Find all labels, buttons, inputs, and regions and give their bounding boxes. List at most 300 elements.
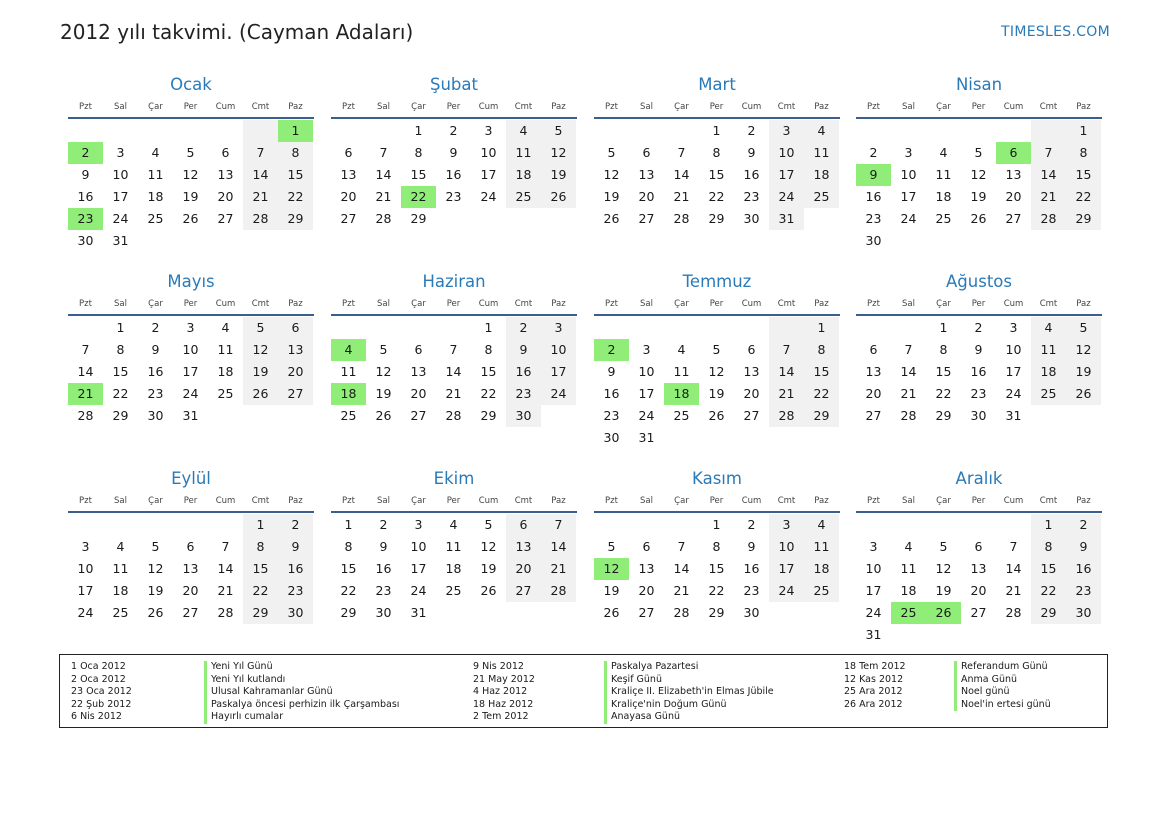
day-cell: 16 — [743, 167, 760, 182]
holiday-day: 9 — [856, 164, 891, 186]
day-cell: 25 — [445, 583, 462, 598]
day-cell: 4 — [939, 145, 948, 160]
day-cell: 26 — [541, 186, 576, 208]
day-cell: 6 — [414, 342, 423, 357]
day-cell: 18 — [804, 164, 839, 186]
day-cell: 21 — [375, 189, 392, 204]
day-cell: 7 — [541, 514, 576, 536]
day-cell: 8 — [1066, 142, 1101, 164]
legend-date: 18 Tem 2012 — [844, 661, 906, 672]
day-cell: 9 — [747, 145, 756, 160]
month-calendar — [856, 74, 1102, 252]
legend-date: 21 May 2012 — [473, 673, 535, 685]
day-grid — [68, 514, 314, 624]
day-cell: 29 — [804, 405, 839, 427]
day-cell: 21 — [541, 558, 576, 580]
holiday-day: 1 — [278, 120, 313, 142]
day-cell: 2 — [278, 514, 313, 536]
empty-cell — [103, 120, 138, 142]
empty-cell — [68, 514, 103, 536]
month-calendar — [594, 468, 840, 624]
day-cell: 30 — [865, 233, 882, 248]
weekday-header — [68, 293, 314, 315]
day-cell: 27 — [506, 580, 541, 602]
empty-cell — [804, 427, 839, 449]
day-cell: 21 — [1031, 186, 1066, 208]
weekday-label: Paz — [1076, 102, 1091, 112]
empty-cell — [996, 624, 1031, 646]
day-cell: 21 — [769, 383, 804, 405]
empty-cell — [996, 230, 1031, 252]
day-cell: 22 — [1031, 580, 1066, 602]
day-cell: 8 — [116, 342, 125, 357]
day-cell: 24 — [900, 211, 917, 226]
weekday-label: Sal — [640, 496, 653, 506]
month-calendar — [68, 468, 314, 624]
weekday-label: Çar — [411, 102, 426, 112]
weekday-label: Per — [971, 299, 986, 309]
day-cell: 4 — [151, 145, 160, 160]
day-cell: 12 — [603, 167, 620, 182]
empty-cell — [1031, 624, 1066, 646]
day-cell: 5 — [186, 145, 195, 160]
weekday-label: Cmt — [1039, 496, 1058, 506]
weekday-header — [856, 293, 1102, 315]
day-cell: 20 — [217, 189, 234, 204]
day-cell: 30 — [743, 605, 760, 620]
holiday-day: 2 — [594, 339, 629, 361]
month-calendar — [331, 271, 577, 427]
holiday-day: 4 — [331, 339, 366, 361]
day-cell: 3 — [769, 120, 804, 142]
day-cell: 13 — [410, 364, 427, 379]
day-cell: 12 — [541, 142, 576, 164]
day-cell: 14 — [243, 164, 278, 186]
empty-cell — [331, 317, 366, 339]
day-cell: 7 — [677, 539, 686, 554]
day-cell: 7 — [1009, 539, 1018, 554]
day-cell: 24 — [769, 186, 804, 208]
day-cell: 3 — [1009, 320, 1018, 335]
day-cell: 23 — [743, 583, 760, 598]
day-cell: 1 — [939, 320, 948, 335]
day-cell: 11 — [900, 561, 917, 576]
weekday-label: Pzt — [867, 102, 880, 112]
legend-holiday: Paskalya Pazartesi — [604, 661, 774, 674]
day-cell: 18 — [1031, 361, 1066, 383]
empty-cell — [208, 230, 243, 252]
day-cell: 28 — [375, 211, 392, 226]
day-cell: 2 — [974, 320, 983, 335]
weekday-label: Per — [709, 102, 724, 112]
day-cell: 31 — [769, 208, 804, 230]
day-cell: 10 — [480, 145, 497, 160]
day-cell: 11 — [935, 167, 952, 182]
weekday-label: Per — [709, 496, 724, 506]
weekday-label: Çar — [411, 496, 426, 506]
empty-cell — [173, 230, 208, 252]
weekday-label: Paz — [288, 496, 303, 506]
day-cell: 16 — [865, 189, 882, 204]
day-cell: 6 — [642, 145, 651, 160]
day-cell: 25 — [804, 580, 839, 602]
day-grid — [856, 120, 1102, 252]
day-cell: 7 — [243, 142, 278, 164]
day-cell: 10 — [638, 364, 655, 379]
weekday-label: Per — [183, 496, 198, 506]
weekday-label: Per — [183, 102, 198, 112]
empty-cell — [278, 230, 313, 252]
day-cell: 26 — [1066, 383, 1101, 405]
day-cell: 26 — [182, 211, 199, 226]
day-cell: 10 — [77, 561, 94, 576]
day-cell: 16 — [77, 189, 94, 204]
day-cell: 10 — [112, 167, 129, 182]
empty-cell — [541, 405, 576, 427]
legend-holiday: Hayırlı cumalar — [204, 711, 399, 724]
legend-date: 2 Oca 2012 — [71, 673, 126, 685]
month-name: Ocak — [170, 75, 212, 94]
weekday-label: Pzt — [605, 102, 618, 112]
day-cell: 3 — [642, 342, 651, 357]
day-cell: 28 — [673, 605, 690, 620]
day-cell: 24 — [865, 605, 882, 620]
month-calendar — [856, 271, 1102, 427]
day-cell: 2 — [747, 123, 756, 138]
legend-date: 2 Tem 2012 — [473, 711, 529, 722]
weekday-label: Pzt — [79, 299, 92, 309]
day-cell: 1 — [712, 517, 721, 532]
day-cell: 19 — [243, 361, 278, 383]
day-cell: 12 — [935, 561, 952, 576]
day-cell: 27 — [340, 211, 357, 226]
day-cell: 20 — [506, 558, 541, 580]
holiday-day: 2 — [68, 142, 103, 164]
day-cell: 8 — [712, 539, 721, 554]
empty-cell — [629, 120, 664, 142]
empty-cell — [1066, 230, 1101, 252]
day-cell: 20 — [340, 189, 357, 204]
month-calendar — [594, 74, 840, 230]
month-calendar — [68, 271, 314, 427]
day-cell: 5 — [607, 145, 616, 160]
day-cell: 4 — [677, 342, 686, 357]
empty-cell — [891, 120, 926, 142]
day-cell: 11 — [217, 342, 234, 357]
day-cell: 3 — [186, 320, 195, 335]
weekday-label: Çar — [936, 102, 951, 112]
empty-cell — [891, 624, 926, 646]
day-cell: 11 — [673, 364, 690, 379]
day-cell: 14 — [673, 561, 690, 576]
empty-cell — [208, 405, 243, 427]
day-cell: 27 — [865, 408, 882, 423]
weekday-header — [331, 490, 577, 512]
legend-date: 23 Oca 2012 — [71, 686, 132, 697]
day-cell: 10 — [900, 167, 917, 182]
day-cell: 12 — [480, 539, 497, 554]
weekday-label: Pzt — [605, 496, 618, 506]
day-cell: 14 — [217, 561, 234, 576]
day-cell: 12 — [375, 364, 392, 379]
day-cell: 18 — [112, 583, 129, 598]
day-cell: 5 — [379, 342, 388, 357]
day-cell: 3 — [541, 317, 576, 339]
empty-cell — [961, 230, 996, 252]
weekday-label: Çar — [936, 496, 951, 506]
empty-cell — [926, 514, 961, 536]
day-cell: 26 — [708, 408, 725, 423]
day-cell: 14 — [1005, 561, 1022, 576]
weekday-label: Çar — [411, 299, 426, 309]
weekday-label: Çar — [674, 496, 689, 506]
weekday-label: Per — [709, 299, 724, 309]
empty-cell — [961, 120, 996, 142]
day-cell: 21 — [673, 189, 690, 204]
day-cell: 5 — [712, 342, 721, 357]
month-calendar — [331, 468, 577, 624]
empty-cell — [804, 208, 839, 230]
day-cell: 7 — [1031, 142, 1066, 164]
legend-names-3 — [954, 661, 1051, 711]
day-cell: 5 — [484, 517, 493, 532]
empty-cell — [856, 514, 891, 536]
day-cell: 29 — [708, 605, 725, 620]
day-cell: 18 — [804, 558, 839, 580]
day-cell: 3 — [769, 514, 804, 536]
day-cell: 23 — [1066, 580, 1101, 602]
empty-cell — [471, 208, 506, 230]
empty-cell — [541, 208, 576, 230]
month-calendar — [594, 271, 840, 449]
holiday-day: 22 — [401, 186, 436, 208]
day-cell: 19 — [603, 583, 620, 598]
legend-holiday: Kraliçe II. Elizabeth'in Elmas Jübile — [604, 686, 774, 699]
day-cell: 23 — [970, 386, 987, 401]
brand-link[interactable]: TIMESLES.COM — [1001, 24, 1110, 40]
day-cell: 1 — [1031, 514, 1066, 536]
day-cell: 9 — [81, 167, 90, 182]
day-cell: 12 — [243, 339, 278, 361]
day-cell: 4 — [1031, 317, 1066, 339]
day-cell: 3 — [116, 145, 125, 160]
day-cell: 12 — [708, 364, 725, 379]
empty-cell — [926, 230, 961, 252]
day-cell: 2 — [869, 145, 878, 160]
day-cell: 29 — [1066, 208, 1101, 230]
legend-dates-3 — [844, 661, 906, 711]
day-cell: 19 — [970, 189, 987, 204]
day-cell: 15 — [1031, 558, 1066, 580]
weekday-label: Paz — [551, 102, 566, 112]
empty-cell — [664, 317, 699, 339]
day-cell: 13 — [340, 167, 357, 182]
day-cell: 19 — [182, 189, 199, 204]
day-cell: 26 — [147, 605, 164, 620]
day-cell: 15 — [1066, 164, 1101, 186]
legend-date: 22 Şub 2012 — [71, 698, 132, 710]
legend-date: 9 Nis 2012 — [473, 661, 524, 672]
day-grid — [68, 317, 314, 427]
day-cell: 25 — [506, 186, 541, 208]
empty-cell — [243, 405, 278, 427]
day-cell: 16 — [743, 561, 760, 576]
weekday-label: Per — [971, 496, 986, 506]
month-calendar — [856, 468, 1102, 646]
weekday-label: Cum — [1003, 299, 1024, 309]
day-grid — [331, 317, 577, 427]
day-cell: 5 — [939, 539, 948, 554]
day-cell: 15 — [410, 167, 427, 182]
weekday-label: Cmt — [514, 496, 533, 506]
weekday-label: Sal — [902, 299, 915, 309]
weekday-label: Çar — [148, 102, 163, 112]
day-cell: 13 — [970, 561, 987, 576]
month-calendar — [68, 74, 314, 252]
weekday-label: Pzt — [79, 496, 92, 506]
legend-holiday: Noel'in ertesi günü — [954, 699, 1051, 712]
day-cell: 21 — [243, 186, 278, 208]
day-cell: 5 — [607, 539, 616, 554]
day-cell: 20 — [410, 386, 427, 401]
day-cell: 25 — [1031, 383, 1066, 405]
day-cell: 15 — [804, 361, 839, 383]
empty-cell — [891, 230, 926, 252]
day-cell: 25 — [935, 211, 952, 226]
empty-cell — [243, 120, 278, 142]
empty-cell — [208, 120, 243, 142]
day-cell: 11 — [506, 142, 541, 164]
day-cell: 9 — [506, 339, 541, 361]
weekday-label: Sal — [902, 496, 915, 506]
day-cell: 4 — [506, 120, 541, 142]
day-cell: 5 — [1066, 317, 1101, 339]
weekday-header — [68, 490, 314, 512]
day-cell: 28 — [77, 408, 94, 423]
day-cell: 23 — [603, 408, 620, 423]
weekday-label: Cum — [741, 496, 762, 506]
day-cell: 23 — [865, 211, 882, 226]
day-cell: 16 — [970, 364, 987, 379]
holiday-day: 12 — [594, 558, 629, 580]
day-cell: 7 — [904, 342, 913, 357]
legend-holiday: Noel günü — [954, 686, 1051, 699]
day-cell: 20 — [865, 386, 882, 401]
day-cell: 18 — [935, 189, 952, 204]
day-cell: 29 — [112, 408, 129, 423]
day-cell: 5 — [974, 145, 983, 160]
day-cell: 26 — [603, 605, 620, 620]
empty-cell — [804, 602, 839, 624]
day-cell: 3 — [904, 145, 913, 160]
day-cell: 9 — [974, 342, 983, 357]
day-cell: 13 — [1005, 167, 1022, 182]
day-cell: 27 — [638, 605, 655, 620]
day-cell: 20 — [743, 386, 760, 401]
header-rule — [68, 511, 314, 513]
day-cell: 24 — [541, 383, 576, 405]
header-rule — [856, 511, 1102, 513]
day-cell: 17 — [182, 364, 199, 379]
empty-cell — [243, 230, 278, 252]
weekday-label: Paz — [1076, 496, 1091, 506]
day-cell: 7 — [677, 145, 686, 160]
day-cell: 6 — [869, 342, 878, 357]
day-cell: 22 — [708, 583, 725, 598]
day-cell: 3 — [414, 517, 423, 532]
header-rule — [68, 117, 314, 119]
day-cell: 9 — [747, 539, 756, 554]
holiday-day: 23 — [68, 208, 103, 230]
day-cell: 11 — [112, 561, 129, 576]
day-cell: 30 — [147, 408, 164, 423]
day-cell: 5 — [541, 120, 576, 142]
day-cell: 15 — [935, 364, 952, 379]
day-cell: 29 — [1031, 602, 1066, 624]
weekday-label: Cmt — [251, 496, 270, 506]
empty-cell — [1031, 120, 1066, 142]
empty-cell — [594, 514, 629, 536]
day-cell: 6 — [186, 539, 195, 554]
day-cell: 23 — [445, 189, 462, 204]
day-cell: 24 — [410, 583, 427, 598]
empty-cell — [138, 230, 173, 252]
day-cell: 9 — [151, 342, 160, 357]
day-cell: 31 — [410, 605, 427, 620]
day-cell: 24 — [638, 408, 655, 423]
day-cell: 18 — [506, 164, 541, 186]
day-cell: 13 — [638, 167, 655, 182]
day-cell: 2 — [747, 517, 756, 532]
day-cell: 13 — [638, 561, 655, 576]
weekday-label: Cum — [741, 299, 762, 309]
weekday-label: Cmt — [1039, 102, 1058, 112]
empty-cell — [366, 120, 401, 142]
day-cell: 25 — [340, 408, 357, 423]
day-cell: 19 — [541, 164, 576, 186]
day-cell: 27 — [182, 605, 199, 620]
day-cell: 29 — [278, 208, 313, 230]
day-cell: 10 — [769, 536, 804, 558]
weekday-label: Cmt — [777, 102, 796, 112]
weekday-label: Pzt — [867, 496, 880, 506]
day-cell: 14 — [77, 364, 94, 379]
empty-cell — [436, 208, 471, 230]
legend-date: 6 Nis 2012 — [71, 711, 122, 722]
month-name: Mart — [698, 75, 736, 94]
day-cell: 30 — [743, 211, 760, 226]
day-cell: 2 — [449, 123, 458, 138]
header-rule — [856, 117, 1102, 119]
day-cell: 16 — [1066, 558, 1101, 580]
day-cell: 6 — [747, 342, 756, 357]
day-cell: 27 — [410, 408, 427, 423]
day-cell: 28 — [541, 580, 576, 602]
day-cell: 28 — [769, 405, 804, 427]
page-title: 2012 yılı takvimi. (Cayman Adaları) — [60, 20, 414, 44]
empty-cell — [436, 602, 471, 624]
empty-cell — [891, 317, 926, 339]
weekday-label: Cum — [478, 102, 499, 112]
empty-cell — [769, 317, 804, 339]
day-cell: 25 — [673, 408, 690, 423]
month-name: Eylül — [171, 469, 211, 488]
day-cell: 12 — [970, 167, 987, 182]
legend-date: 12 Kas 2012 — [844, 673, 904, 685]
day-cell: 11 — [804, 536, 839, 558]
weekday-header — [594, 96, 840, 118]
day-cell: 20 — [638, 583, 655, 598]
